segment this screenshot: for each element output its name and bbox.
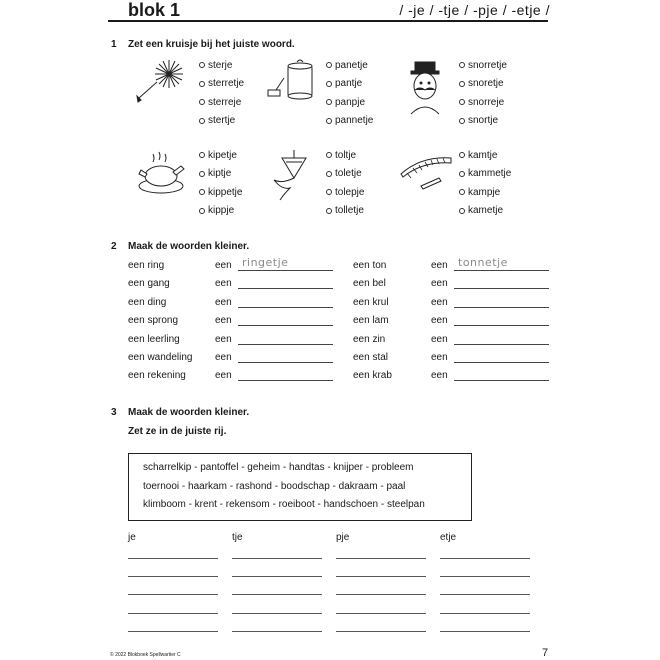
checkbox-circle[interactable] (199, 99, 205, 105)
writing-line[interactable] (128, 558, 218, 559)
checkbox-circle[interactable] (459, 62, 465, 68)
option[interactable]: pantje (326, 75, 373, 94)
writing-line[interactable] (128, 631, 218, 632)
answer-line[interactable] (238, 344, 333, 345)
writing-line[interactable] (336, 613, 426, 614)
option[interactable]: kiptje (199, 165, 242, 184)
writing-line[interactable] (440, 631, 530, 632)
word-box (128, 453, 472, 521)
answer-line[interactable] (454, 380, 549, 381)
checkbox-circle[interactable] (199, 81, 205, 87)
option[interactable]: snorretje (459, 56, 507, 75)
option[interactable]: panetje (326, 56, 373, 75)
writing-line[interactable] (440, 613, 530, 614)
een-label: een (215, 370, 232, 382)
exercise-1-instruction: Zet een kruisje bij het juiste woord. (128, 39, 295, 50)
header-rule (108, 20, 548, 22)
sparkler-icon (135, 56, 195, 116)
checkbox-circle[interactable] (326, 152, 332, 158)
column-header-je: je (128, 532, 136, 543)
checkbox-circle[interactable] (326, 62, 332, 68)
een-label: een (215, 278, 232, 290)
een-label: een (431, 296, 448, 308)
option[interactable]: kampje (459, 183, 511, 202)
option[interactable]: tolepje (326, 183, 364, 202)
word-box-line: scharrelkip - pantoffel - geheim - handtas - knijper - probleem (143, 462, 414, 473)
answer-line[interactable] (238, 380, 333, 381)
checkbox-circle[interactable] (199, 118, 205, 124)
answer-line[interactable] (454, 362, 549, 363)
writing-line[interactable] (440, 594, 530, 595)
writing-line[interactable] (232, 631, 322, 632)
moustache-man-icon (395, 56, 455, 116)
comb-icon (395, 146, 455, 206)
option[interactable]: snorreje (459, 93, 507, 112)
writing-line[interactable] (440, 558, 530, 559)
option[interactable]: stertje (199, 112, 244, 131)
answer-line[interactable] (454, 288, 549, 289)
word-box-line: toernooi - haarkam - rashond - boodschap - dakraam - paal (143, 480, 406, 492)
checkbox-circle[interactable] (199, 208, 205, 214)
writing-line[interactable] (232, 594, 322, 595)
een-label: een (215, 260, 232, 271)
writing-line[interactable] (336, 594, 426, 595)
checkbox-circle[interactable] (326, 81, 332, 87)
checkbox-circle[interactable] (326, 189, 332, 195)
word-to-shrink: een ding (128, 296, 167, 308)
checkbox-circle[interactable] (326, 171, 332, 177)
column-header-etje: etje (440, 532, 457, 543)
een-label: een (431, 315, 448, 327)
answer-line[interactable] (238, 362, 333, 363)
answer-line[interactable] (454, 344, 549, 345)
een-label: een (431, 352, 448, 363)
option[interactable]: pannetje (326, 112, 373, 131)
option[interactable]: kipetje (199, 146, 242, 165)
een-label: een (431, 370, 448, 382)
word-to-shrink: een lam (353, 315, 389, 327)
answer-line[interactable] (454, 270, 549, 271)
word-to-shrink: een ton (353, 260, 387, 271)
option[interactable]: sterretje (199, 75, 244, 94)
exercise-3-instruction-2: Zet ze in de juiste rij. (128, 426, 227, 437)
writing-line[interactable] (232, 613, 322, 614)
checkbox-circle[interactable] (459, 99, 465, 105)
een-label: een (431, 333, 448, 345)
checkbox-circle[interactable] (459, 171, 465, 177)
checkbox-circle[interactable] (459, 208, 465, 214)
checkbox-circle[interactable] (199, 152, 205, 158)
option[interactable]: panpje (326, 93, 373, 112)
checkbox-circle[interactable] (459, 118, 465, 124)
word-box-line: klimboom - krent - rekensom - roeiboot - handschoen - steelpan (143, 499, 425, 510)
answer-line[interactable] (238, 325, 333, 326)
checkbox-circle[interactable] (199, 62, 205, 68)
column-header-tje: tje (232, 532, 243, 543)
example-answer: tonnetje (458, 256, 508, 269)
answer-line[interactable] (454, 325, 549, 326)
word-to-shrink: een leerling (128, 333, 180, 345)
option[interactable]: snoretje (459, 75, 507, 94)
checkbox-circle[interactable] (199, 189, 205, 195)
checkbox-circle[interactable] (326, 208, 332, 214)
een-label: een (215, 296, 232, 308)
option[interactable]: tolletje (326, 202, 364, 221)
suffix-list: / -je / -tje / -pje / -etje / (399, 2, 550, 18)
option[interactable]: kametje (459, 202, 511, 221)
word-to-shrink: een krul (353, 296, 389, 308)
een-label: een (431, 260, 448, 271)
answer-line[interactable] (238, 307, 333, 308)
word-to-shrink: een wandeling (128, 352, 193, 363)
option[interactable]: toletje (326, 165, 364, 184)
writing-line[interactable] (128, 594, 218, 595)
exercise-3-number: 3 (111, 407, 117, 418)
checkbox-circle[interactable] (326, 99, 332, 105)
checkbox-circle[interactable] (199, 171, 205, 177)
option[interactable]: kippje (199, 202, 242, 221)
spinning-top-icon (262, 146, 322, 206)
writing-line[interactable] (232, 558, 322, 559)
word-to-shrink: een rekening (128, 370, 186, 382)
exercise-2-instruction: Maak de woorden kleiner. (128, 241, 250, 252)
checkbox-circle[interactable] (459, 152, 465, 158)
option[interactable]: kippetje (199, 183, 242, 202)
checkbox-circle[interactable] (326, 118, 332, 124)
exercise-1-number: 1 (111, 39, 117, 50)
writing-line[interactable] (232, 576, 322, 577)
pan-icon (262, 56, 322, 116)
word-to-shrink: een bel (353, 278, 386, 290)
word-to-shrink: een krab (353, 370, 392, 382)
writing-line[interactable] (440, 576, 530, 577)
option[interactable]: toltje (326, 146, 364, 165)
exercise-2-number: 2 (111, 241, 117, 252)
checkbox-circle[interactable] (459, 189, 465, 195)
word-to-shrink: een zin (353, 333, 386, 345)
writing-line[interactable] (128, 576, 218, 577)
een-label: een (215, 315, 232, 327)
answer-line[interactable] (238, 270, 333, 271)
option[interactable]: kammetje (459, 165, 511, 184)
word-to-shrink: een gang (128, 278, 170, 290)
writing-line[interactable] (336, 631, 426, 632)
option[interactable]: sterje (199, 56, 244, 75)
checkbox-circle[interactable] (459, 81, 465, 87)
een-label: een (215, 352, 232, 363)
writing-line[interactable] (128, 613, 218, 614)
option[interactable]: snortje (459, 112, 507, 131)
een-label: een (215, 333, 232, 345)
example-answer: ringetje (242, 256, 289, 269)
word-to-shrink: een sprong (128, 315, 179, 327)
option[interactable]: sterreje (199, 93, 244, 112)
een-label: een (431, 278, 448, 290)
column-header-pje: pje (336, 532, 350, 543)
word-to-shrink: een stal (353, 352, 389, 363)
page-number: 7 (542, 647, 549, 659)
writing-line[interactable] (336, 576, 426, 577)
footer-copyright: © 2022 Blokboek Spellwartier C (110, 652, 181, 658)
answer-line[interactable] (454, 307, 549, 308)
exercise-3-instruction-1: Maak de woorden kleiner. (128, 407, 250, 418)
word-to-shrink: een ring (128, 260, 165, 271)
option[interactable]: kamtje (459, 146, 511, 165)
answer-line[interactable] (238, 288, 333, 289)
page-title: blok 1 (128, 0, 181, 20)
roast-chicken-icon (135, 146, 195, 206)
writing-line[interactable] (336, 558, 426, 559)
